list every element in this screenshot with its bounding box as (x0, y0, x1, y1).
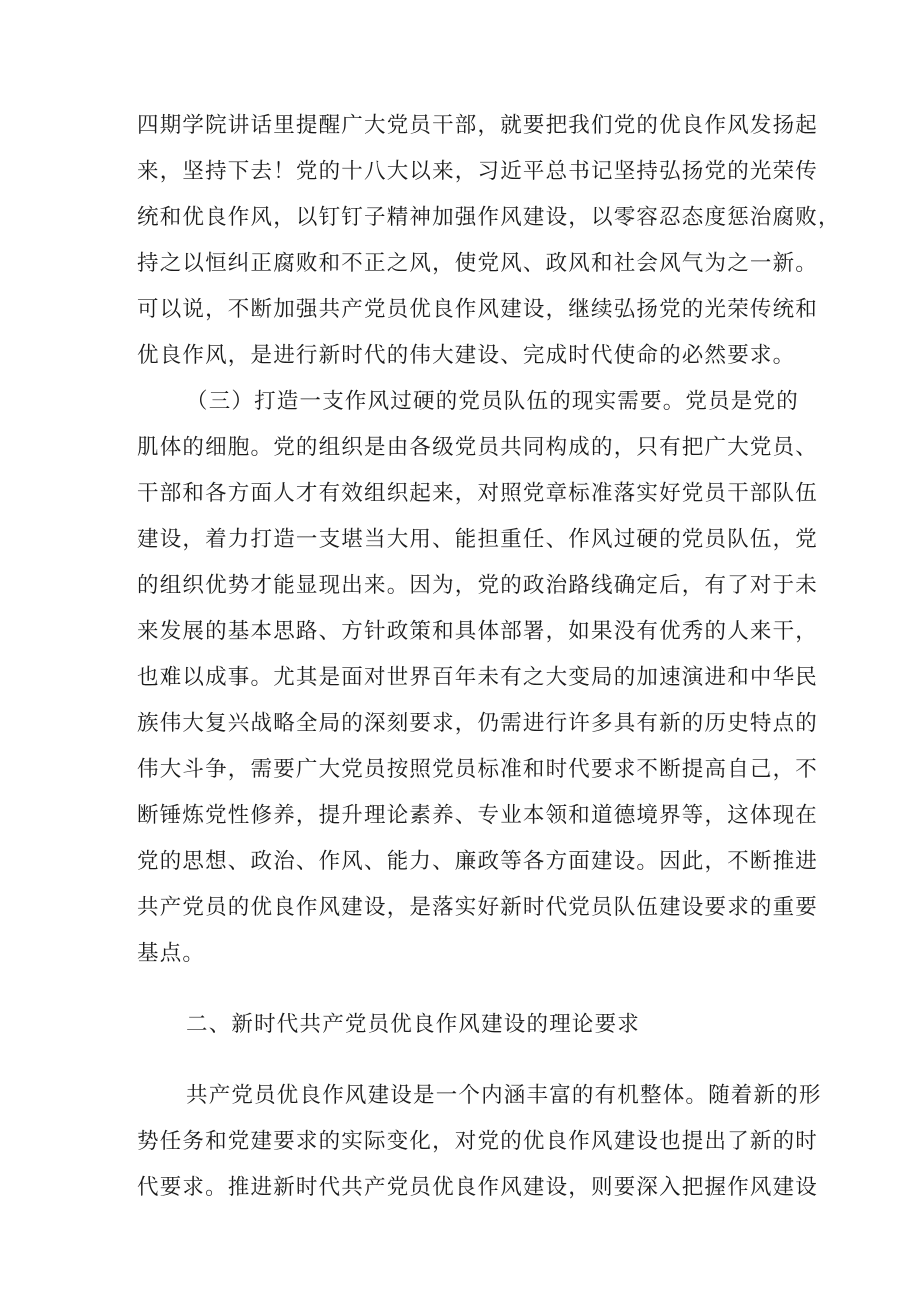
body-text-line: 代要求。推进新时代共产党员优良作风建设，则要深入把握作风建设 (137, 1175, 819, 1200)
body-text-line: 基点。 (137, 941, 206, 966)
body-text-line: 也难以成事。尤其是面对世界百年未有之大变局的加速演进和中华民 (137, 665, 819, 690)
body-text-line: 统和优良作风，以钉钉子精神加强作风建设，以零容忍态度惩治腐败， (137, 205, 841, 230)
body-text-line: 建设，着力打造一支堪当大用、能担重任、作风过硬的党员队伍，党 (137, 527, 819, 552)
body-text-line: 来，坚持下去！党的十八大以来，习近平总书记坚持弘扬党的光荣传 (137, 159, 819, 184)
body-text-line: 干部和各方面人才有效组织起来，对照党章标准落实好党员干部队伍 (137, 481, 819, 506)
body-text-line: 党的思想、政治、作风、能力、廉政等各方面建设。因此，不断推进 (137, 849, 819, 874)
body-text-line: 族伟大复兴战略全局的深刻要求，仍需进行许多具有新的历史特点的 (137, 711, 819, 736)
body-text-line: 断锤炼党性修养，提升理论素养、专业本领和道德境界等，这体现在 (137, 803, 819, 828)
body-text-line: 共产党员优良作风建设是一个内涵丰富的有机整体。随着新的形 (186, 1083, 822, 1108)
body-text-line: 来发展的基本思路、方针政策和具体部署，如果没有优秀的人来干， (137, 619, 819, 644)
body-text-line: 共产党员的优良作风建设，是落实好新时代党员队伍建设要求的重要 (137, 895, 819, 920)
body-text-line: 持之以恒纠正腐败和不正之风，使党风、政风和社会风气为之一新。 (137, 251, 819, 276)
body-text-line: 可以说，不断加强共产党员优良作风建设，继续弘扬党的光荣传统和 (137, 297, 819, 322)
body-text-line: 的组织优势才能显现出来。因为，党的政治路线确定后，有了对于未 (137, 573, 819, 598)
body-text-line: 伟大斗争，需要广大党员按照党员标准和时代要求不断提高自己，不 (137, 757, 819, 782)
body-text-line: 势任务和党建要求的实际变化，对党的优良作风建设也提出了新的时 (137, 1129, 819, 1154)
section-heading: 二、新时代共产党员优良作风建设的理论要求 (186, 1012, 641, 1037)
body-text-line: 四期学院讲话里提醒广大党员干部，就要把我们党的优良作风发扬起 (137, 113, 819, 138)
body-text-line: 优良作风，是进行新时代的伟大建设、完成时代使命的必然要求。 (137, 343, 796, 368)
body-text-line: 肌体的细胞。党的组织是由各级党员共同构成的，只有把广大党员、 (137, 435, 819, 460)
body-text-line: （三）打造一支作风过硬的党员队伍的现实需要。党员是党的 (186, 389, 799, 414)
